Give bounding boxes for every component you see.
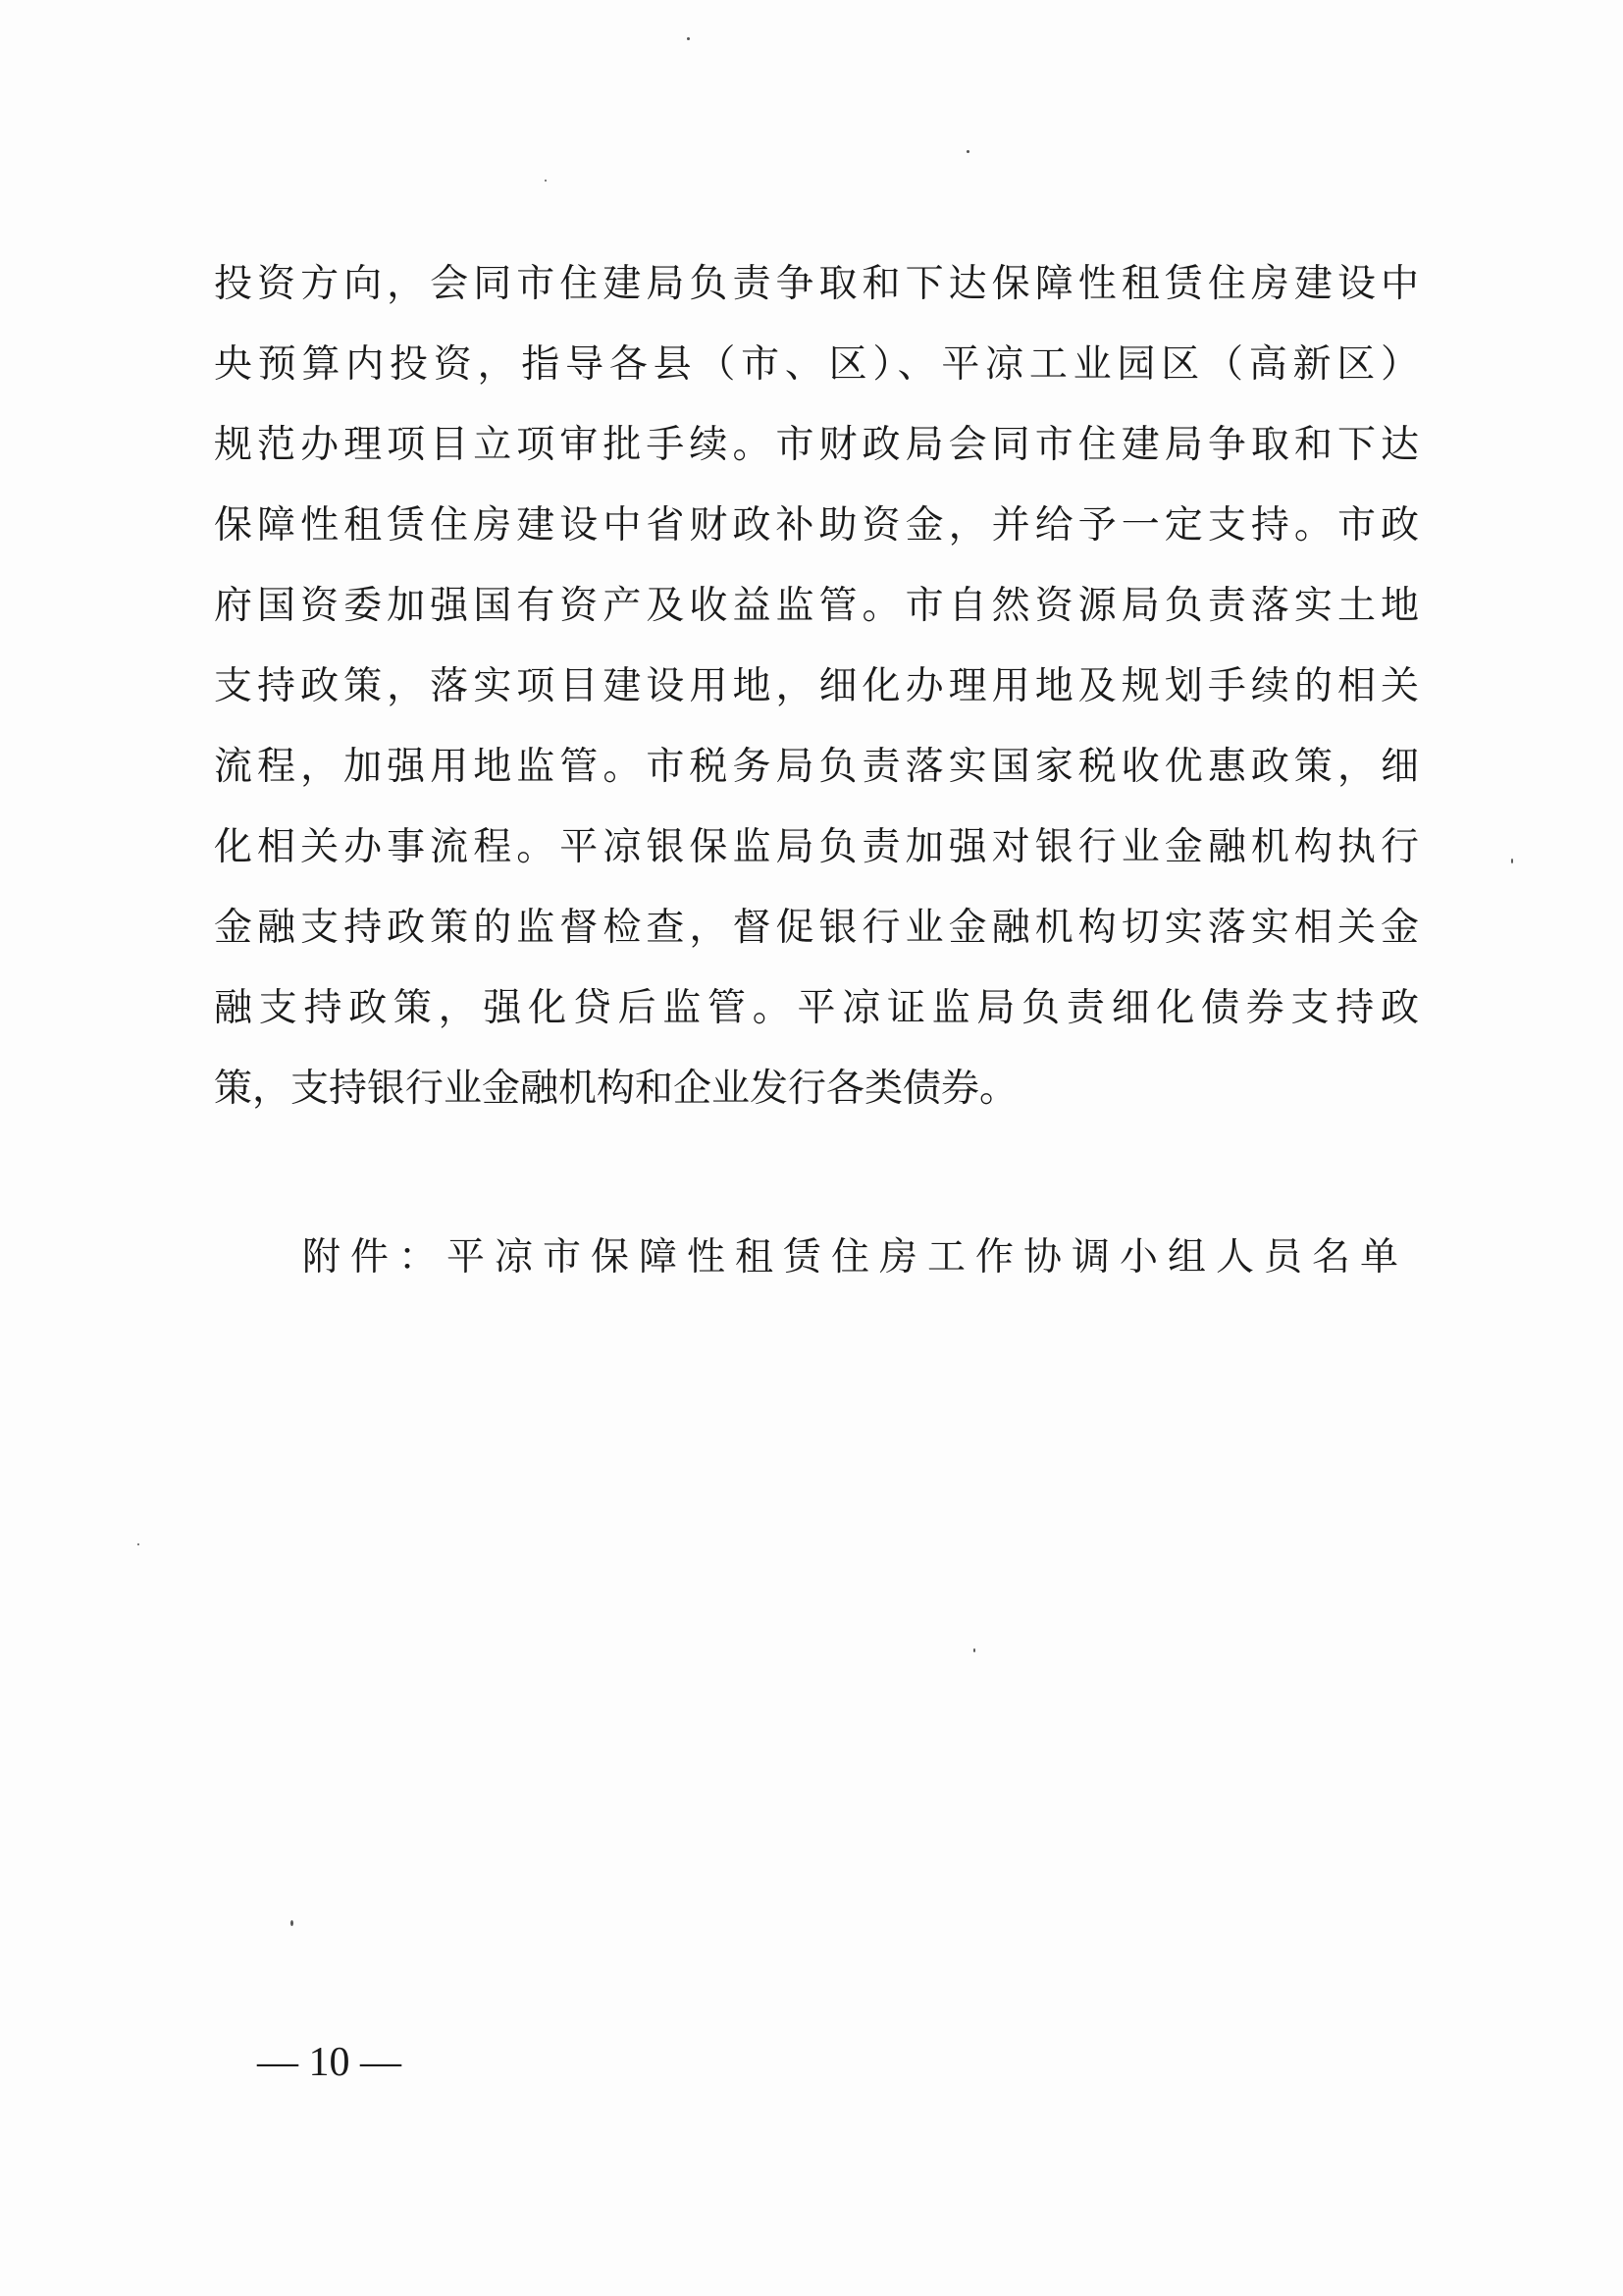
body-line: 化相关办事流程。平凉银保监局负责加强对银行业金融机构执行 xyxy=(214,825,1419,869)
body-line: 流程，加强用地监管。市税务局负责落实国家税收优惠政策，细 xyxy=(214,745,1419,789)
scan-speck xyxy=(137,1543,139,1545)
body-line: 保障性租赁住房建设中省财政补助资金，并给予一定支持。市政 xyxy=(214,503,1419,548)
attachment-note: 附件：平凉市保障性租赁住房工作协调小组人员名单 xyxy=(302,1235,1409,1279)
body-line: 央预算内投资，指导各县（市、区）、平凉工业园区（高新区） xyxy=(214,342,1419,387)
scan-speck xyxy=(967,150,969,153)
body-line: 融支持政策，强化贷后监管。平凉证监局负责细化债券支持政 xyxy=(214,986,1419,1030)
body-line: 规范办理项目立项审批手续。市财政局会同市住建局争取和下达 xyxy=(214,423,1419,467)
scan-speck xyxy=(687,37,690,40)
scan-speck xyxy=(545,180,547,182)
page-number: — 10 — xyxy=(257,2040,401,2085)
scan-speck xyxy=(973,1648,975,1652)
scan-speck xyxy=(290,1920,293,1926)
body-line: 策，支持银行业金融机构和企业发行各类债券。 xyxy=(214,1067,1019,1111)
body-line: 投资方向，会同市住建局负责争取和下达保障性租赁住房建设中 xyxy=(214,262,1419,306)
body-line: 支持政策，落实项目建设用地，细化办理用地及规划手续的相关 xyxy=(214,664,1419,708)
scan-speck xyxy=(1511,859,1513,863)
body-line: 府国资委加强国有资产及收益监管。市自然资源局负责落实土地 xyxy=(214,584,1419,628)
body-line: 金融支持政策的监督检查，督促银行业金融机构切实落实相关金 xyxy=(214,906,1419,950)
